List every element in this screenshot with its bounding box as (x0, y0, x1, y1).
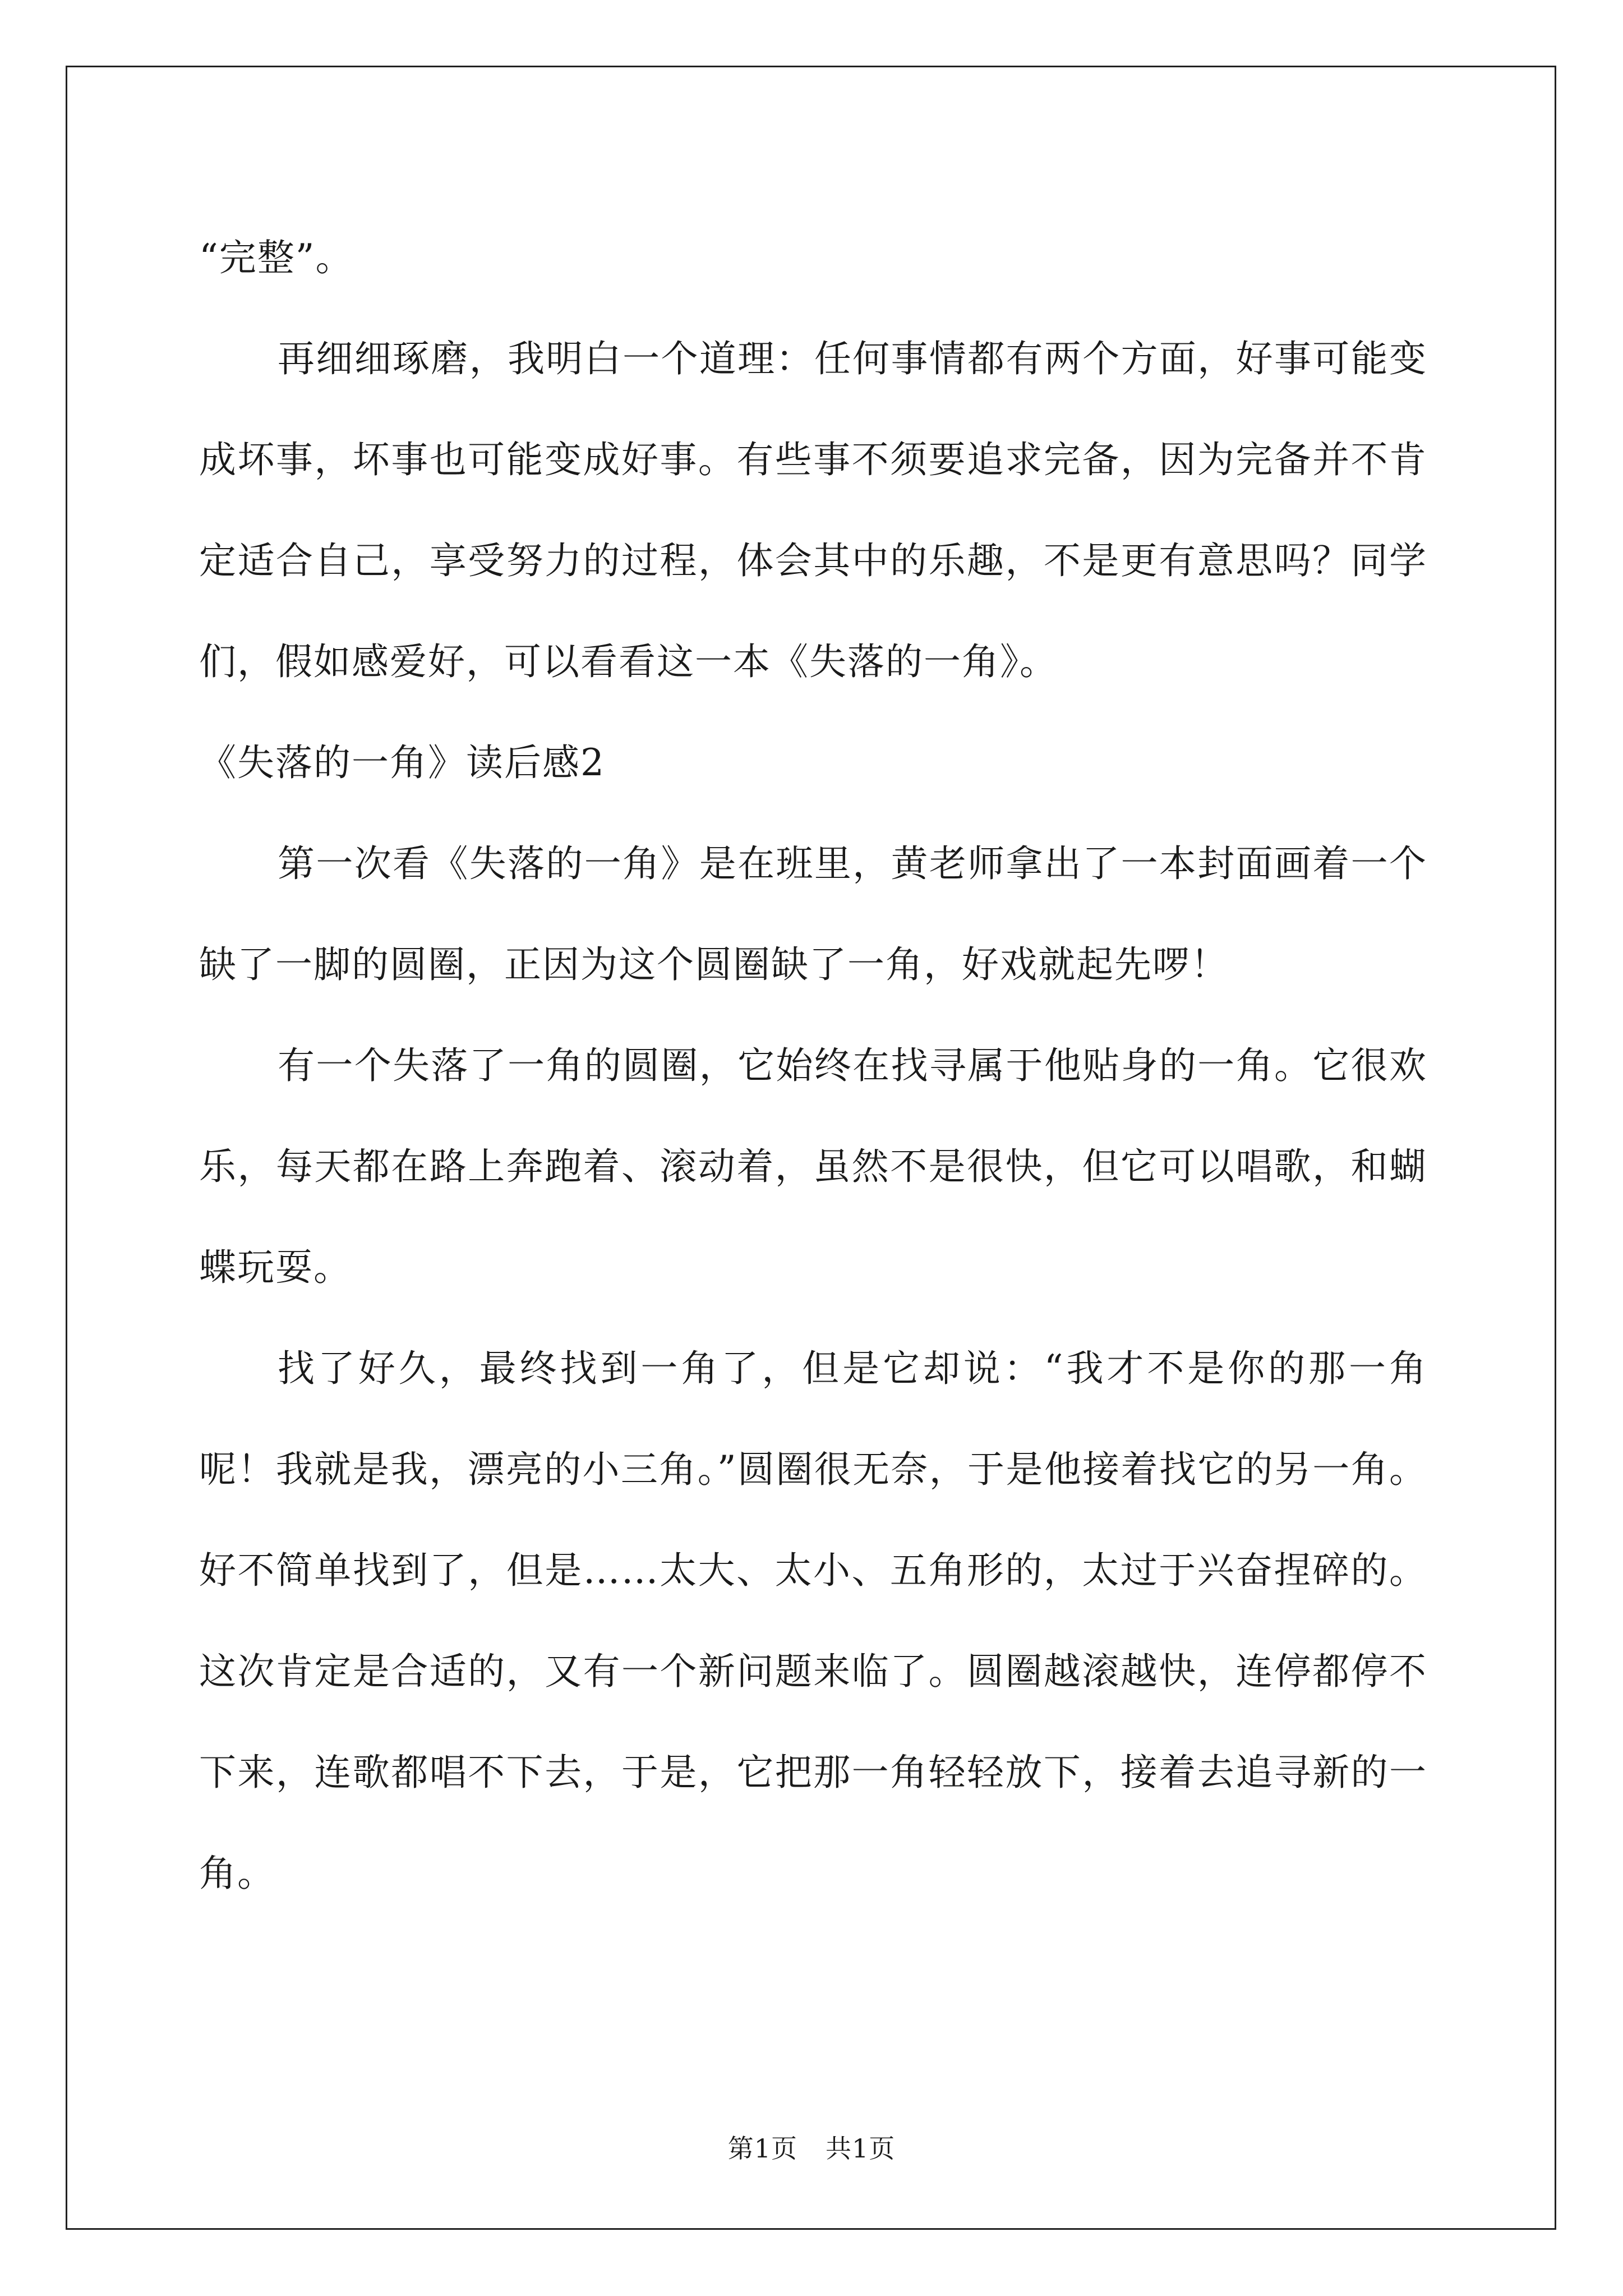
paragraph: 再细细琢磨，我明白一个道理：任何事情都有两个方面，好事可能变成坏事，坏事也可能变成好事。有些事不须要追求完备，因为完备并不肯定适合自己，享受努力的过程，体会其中的乐趣，不是更有意思吗？同学们，假如感爱好，可以看看这一本《失落的一角》。 (199, 337, 1427, 683)
page-number-current: 第1页 (727, 2133, 797, 2164)
page-number-total: 共1页 (826, 2133, 896, 2164)
paragraph: 找了好久，最终找到一角了，但是它却说：“我才不是你的那一角呢！我就是我，漂亮的小三角。”圆圈很无奈，于是他接着找它的另一角。好不简单找到了，但是……太大、太小、五角形的，太过于兴奋捏碎的。这次肯定是合适的，又有一个新问题来临了。圆圈越滚越快，连停都停不下来，连歌都唱不下去，于是，它把那一角轻轻放下，接着去追寻新的一角。 (199, 1347, 1427, 1895)
paragraph: 第一次看《失落的一角》是在班里，黄老师拿出了一本封面画着一个缺了一脚的圆圈，正因为这个圆圈缺了一角，好戏就起先啰！ (199, 842, 1427, 986)
paragraph-continuation: “完整”。 (199, 236, 354, 279)
section-heading: 《失落的一角》读后感2 (199, 741, 605, 784)
page-footer (0, 2132, 1623, 2165)
document-body (199, 208, 1427, 1924)
paragraph: 有一个失落了一角的圆圈，它始终在找寻属于他贴身的一角。它很欢乐，每天都在路上奔跑着、滚动着，虽然不是很快，但它可以唱歌，和蝴蝶玩耍。 (199, 1044, 1427, 1289)
